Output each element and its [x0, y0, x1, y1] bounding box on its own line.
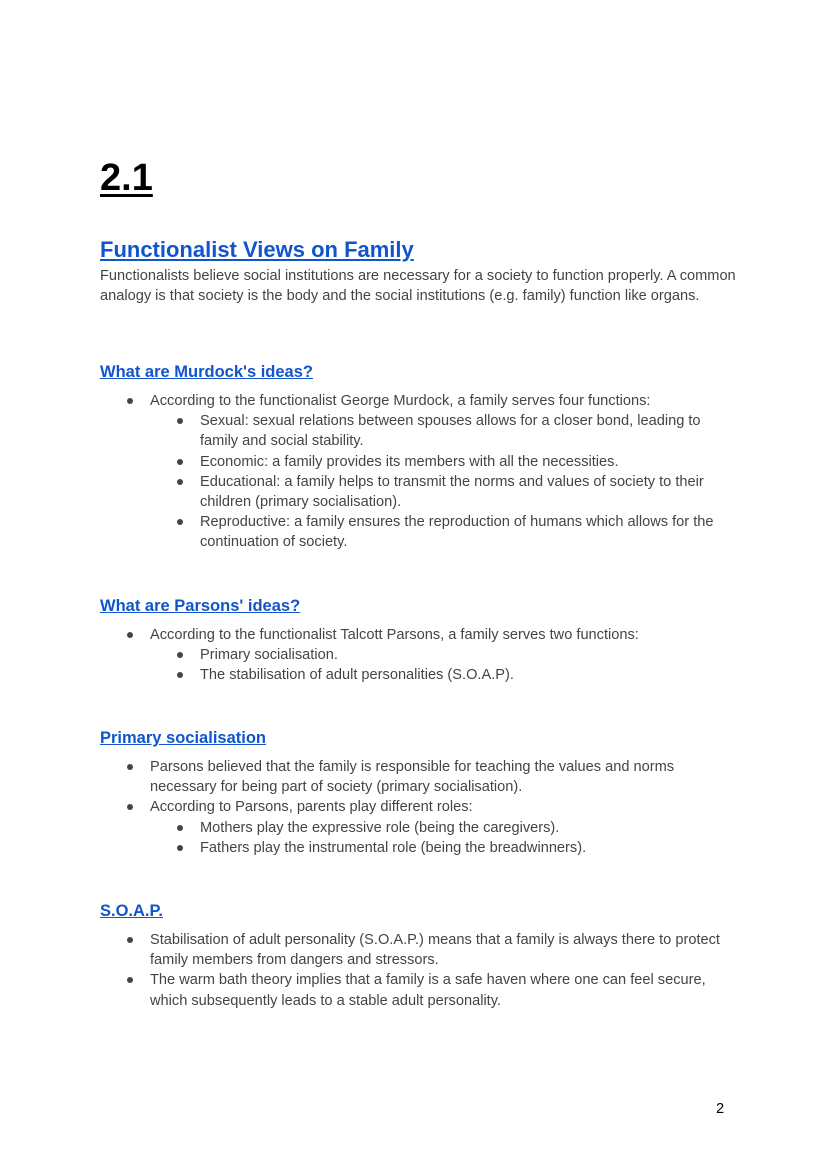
- bullet-icon: [127, 804, 133, 810]
- primary-socialisation-list: [100, 757, 740, 858]
- list-item-text: The warm bath theory implies that a family is a safe haven where one can feel secure, which subsequently leads to a stable adult personality.: [150, 972, 706, 1009]
- sublist-item: [150, 665, 740, 685]
- heading-soap-link[interactable]: S.O.A.P.: [100, 902, 163, 920]
- sublist-item-text: Fathers play the instrumental role (being the breadwinners).: [200, 839, 587, 856]
- bullet-icon: [177, 519, 183, 525]
- bullet-icon: [177, 845, 183, 851]
- intro-paragraph: Functionalists believe social institutions are necessary for a society to function properly. A common analogy is that society is the body and the social institutions (e.g. family) function like organs.: [100, 268, 736, 305]
- bullet-icon: [127, 937, 133, 943]
- heading-parsons-link[interactable]: What are Parsons' ideas?: [100, 597, 301, 615]
- list-item-text: Stabilisation of adult personality (S.O.A.P.) means that a family is always there to protect family members from dangers and stressors.: [150, 932, 720, 969]
- heading-murdock-link[interactable]: What are Murdock's ideas?: [100, 363, 313, 381]
- murdock-list: [100, 391, 740, 553]
- list-item: [100, 970, 740, 1010]
- sublist-item: [150, 512, 740, 552]
- list-item-text: According to Parsons, parents play different roles:: [150, 799, 473, 816]
- sublist-item: [150, 472, 740, 512]
- list-item: [100, 930, 740, 970]
- roles-sublist: [150, 818, 740, 858]
- bullet-icon: [127, 398, 133, 404]
- sublist-item: [150, 452, 740, 472]
- soap-list: [100, 930, 740, 1011]
- sublist-item-text: Reproductive: a family ensures the reproduction of humans which allows for the continuation of society.: [200, 514, 714, 551]
- bullet-icon: [177, 652, 183, 658]
- parsons-sublist: [150, 645, 740, 685]
- list-item-text: According to the functionalist George Murdock, a family serves four functions:: [150, 393, 651, 409]
- bullet-icon: [177, 672, 183, 678]
- bullet-icon: [177, 418, 183, 424]
- bullet-icon: [177, 459, 183, 465]
- bullet-icon: [127, 977, 133, 983]
- bullet-icon: [177, 479, 183, 485]
- list-item: [100, 625, 740, 686]
- list-item-text: According to the functionalist Talcott Parsons, a family serves two functions:: [150, 627, 639, 643]
- sublist-item-text: Mothers play the expressive role (being the caregivers).: [200, 819, 560, 836]
- bullet-icon: [127, 764, 133, 770]
- sublist-item: [150, 838, 740, 858]
- sublist-item-text: Educational: a family helps to transmit the norms and values of society to their children (primary socialisation).: [200, 473, 704, 511]
- page-number: 2: [716, 1101, 725, 1117]
- bullet-icon: [127, 632, 133, 638]
- list-item: [100, 797, 740, 858]
- section-title-link[interactable]: Functionalist Views on Family: [100, 237, 414, 262]
- heading-primary-socialisation-link[interactable]: Primary socialisation: [100, 729, 266, 747]
- list-item-text: Parsons believed that the family is responsible for teaching the values and norms necessary for being part of society (primary socialisation).: [150, 759, 675, 796]
- sublist-item-text: Economic: a family provides its members with all the necessities.: [200, 453, 619, 470]
- sublist-item-text: Sexual: sexual relations between spouses allows for a closer bond, leading to family and social stability.: [200, 413, 701, 450]
- sublist-item: [150, 411, 740, 451]
- sublist-item: [150, 818, 740, 838]
- parsons-list: [100, 625, 740, 686]
- sublist-item-text: The stabilisation of adult personalities (S.O.A.P).: [200, 667, 514, 684]
- murdock-sublist: [150, 411, 740, 552]
- sublist-item-text: Primary socialisation.: [200, 647, 338, 664]
- sublist-item: [150, 645, 740, 665]
- list-item: [100, 391, 740, 553]
- bullet-icon: [177, 825, 183, 831]
- chapter-number: 2.1: [100, 157, 153, 199]
- list-item: [100, 757, 740, 797]
